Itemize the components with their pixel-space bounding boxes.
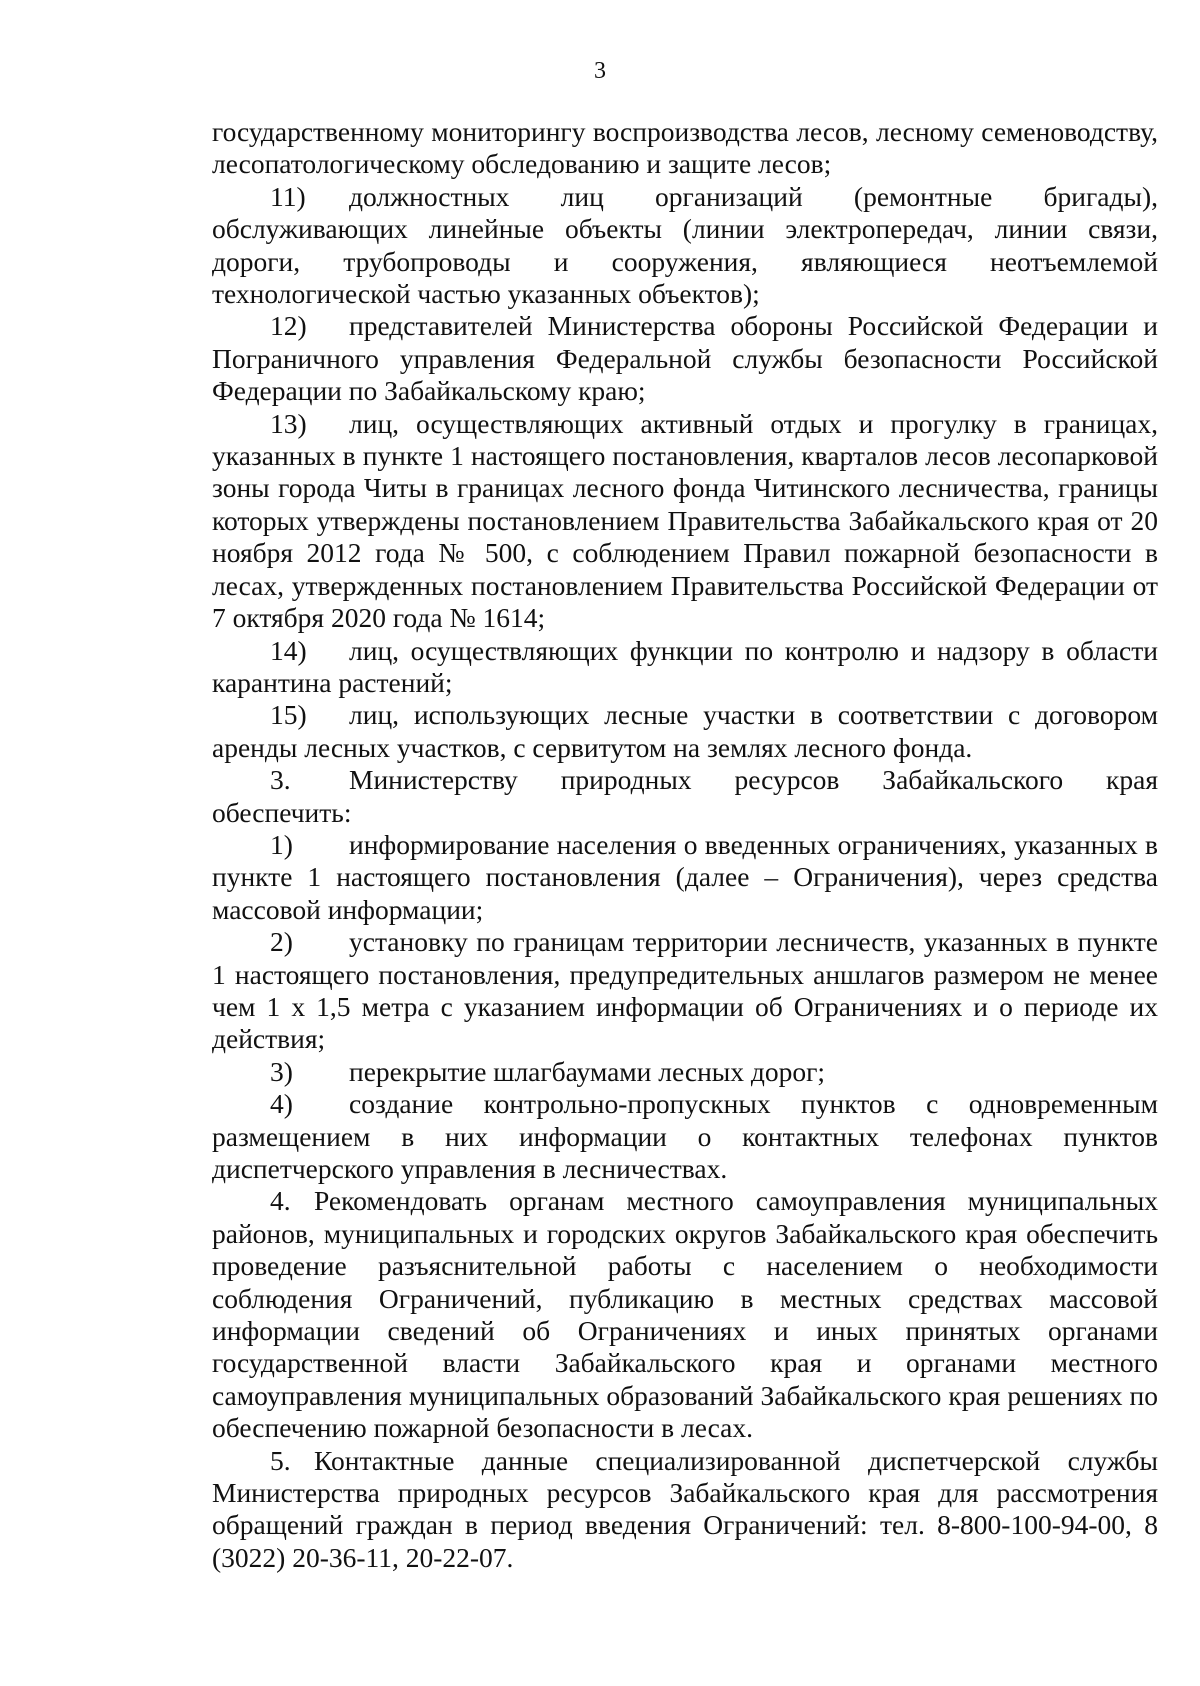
list-number: 11) xyxy=(270,180,306,212)
paragraph-text: Министерству природных ресурсов Забайкальского края обеспечить: xyxy=(212,764,1158,828)
paragraph-text: представителей Министерства обороны Российской Федерации и Пограничного управления Федеральной службы безопасности Российской Федерации по Забайкальскому краю; xyxy=(212,310,1158,407)
section-3 xyxy=(212,764,1158,829)
list-item-13 xyxy=(212,408,1158,635)
section-number: 5. xyxy=(270,1444,291,1476)
list-item-12 xyxy=(212,310,1158,407)
paragraph-text: должностных лиц организаций (ремонтные бригады), обслуживающих линейные объекты (линии электропередач, линии связи, дороги, трубопроводы и сооружения, являющиеся неотъемлемой технологической частью указанных объектов); xyxy=(212,180,1158,310)
paragraph-text: информирование населения о введенных ограничениях, указанных в пункте 1 настоящего постановления (далее – Ограничения), через средства массовой информации; xyxy=(212,828,1158,925)
paragraph-continuation xyxy=(212,116,1158,181)
paragraph-text: Контактные данные специализированной диспетчерской службы Министерства природных ресурсов Забайкальского края для рассмотрения обращений граждан в период введения Ограничений: тел. 8-800-100-94-00, 8 (3022) 20-36-11, 20-22-07. xyxy=(212,1444,1158,1573)
list-item-11 xyxy=(212,181,1158,311)
paragraph-text: государственному мониторингу воспроизводства лесов, лесному семеноводству, лесопатологическому обследованию и защите лесов; xyxy=(212,116,1158,180)
list-item-15 xyxy=(212,699,1158,764)
paragraph-text: Рекомендовать органам местного самоуправления муниципальных районов, муниципальных и городских округов Забайкальского края обеспечить проведение разъяснительной работы с населением о необходимости соблюдения Ограничений, публикацию в местных средствах массовой информации сведений об Ограничениях и иных принятых органами государственной власти Забайкальского края и органами местного самоуправления муниципальных образований Забайкальского края решениях по обеспечению пожарной безопасности в лесах. xyxy=(212,1185,1158,1444)
section-number: 4. xyxy=(270,1185,291,1217)
section-4 xyxy=(212,1185,1158,1444)
paragraph-text: лиц, использующих лесные участки в соответствии с договором аренды лесных участков, с сервитутом на землях лесного фонда. xyxy=(212,699,1158,763)
list-number: 13) xyxy=(270,407,307,439)
list-item-4 xyxy=(212,1088,1158,1185)
list-item-1 xyxy=(212,829,1158,926)
section-number: 3. xyxy=(270,764,291,796)
list-item-14 xyxy=(212,635,1158,700)
paragraph-text: создание контрольно-пропускных пунктов с одновременным размещением в них информации о контактных телефонах пунктов диспетчерского управления в лесничествах. xyxy=(212,1088,1158,1184)
paragraph-text: лиц, осуществляющих активный отдых и прогулку в границах, указанных в пункте 1 настоящего постановления, кварталов лесов лесопарковой зоны города Читы в границах лесного фонда Читинского лесничества, границы которых утверждены постановлением Правительства Забайкальского края от 20 ноября 2012 года № 500, с соблюдением Правил пожарной безопасности в лесах, утвержденных постановлением Правительства Российской Федерации от 7 октября 2020 года № 1614; xyxy=(212,407,1158,634)
paragraph-text: лиц, осуществляющих функции по контролю и надзору в области карантина растений; xyxy=(212,634,1158,698)
list-item-3 xyxy=(212,1056,1158,1088)
paragraph-text: перекрытие шлагбаумами лесных дорог; xyxy=(349,1055,826,1087)
list-number: 14) xyxy=(270,634,307,666)
document-body xyxy=(212,116,1158,1574)
section-5 xyxy=(212,1445,1158,1575)
paragraph-text: установку по границам территории лесничеств, указанных в пункте 1 настоящего постановления, предупредительных аншлагов размером не менее чем 1 х 1,5 метра с указанием информации об Ограничениях и о периоде их действия; xyxy=(212,926,1158,1055)
list-number: 15) xyxy=(270,699,307,731)
list-number: 12) xyxy=(270,310,307,342)
list-number: 1) xyxy=(270,828,293,860)
list-number: 2) xyxy=(270,926,293,958)
list-number: 3) xyxy=(270,1055,293,1087)
list-number: 4) xyxy=(270,1088,293,1120)
page-number: 3 xyxy=(594,58,606,84)
list-item-2 xyxy=(212,926,1158,1056)
